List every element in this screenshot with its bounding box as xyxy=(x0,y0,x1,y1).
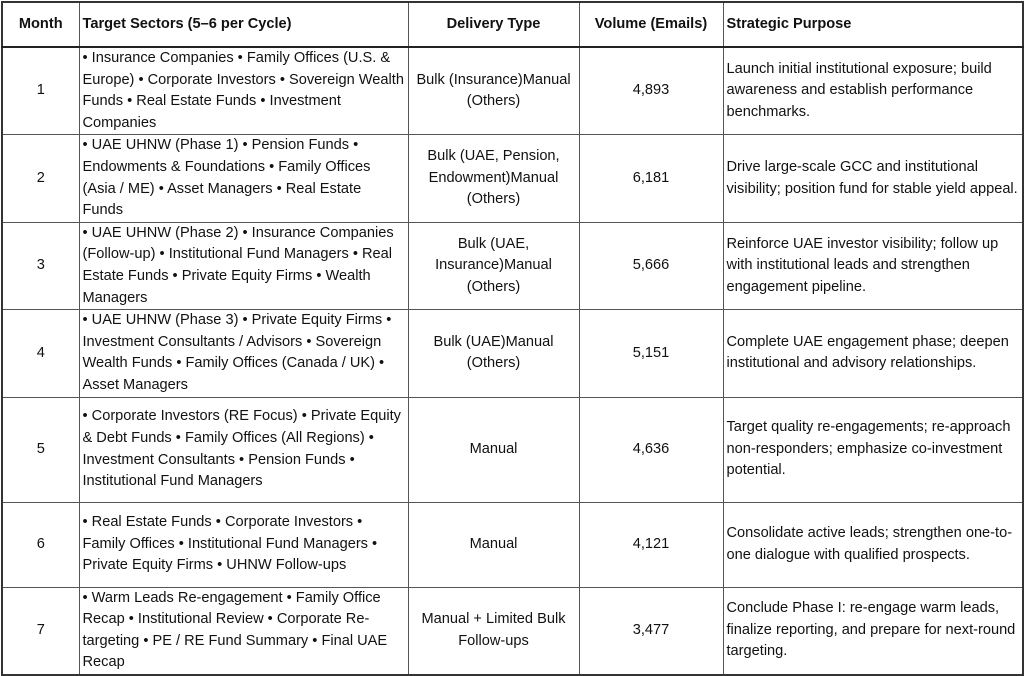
cell-delivery-type: Bulk (UAE, Pension, Endowment)Manual (Others) xyxy=(408,135,579,222)
cell-strategic-purpose: Target quality re-engagements; re-approach non-responders; emphasize co-investment potential. xyxy=(723,397,1023,502)
table-row xyxy=(2,135,1023,222)
header-row xyxy=(2,2,1023,47)
cell-volume: 4,636 xyxy=(579,397,723,502)
cell-delivery-type: Bulk (UAE, Insurance)Manual (Others) xyxy=(408,222,579,309)
cell-month: 6 xyxy=(2,502,79,587)
table-row xyxy=(2,47,1023,135)
cell-month: 7 xyxy=(2,587,79,675)
cell-target-sectors: • Real Estate Funds • Corporate Investors • Family Offices • Institutional Fund Managers • Private Equity Firms • UHNW Follow-ups xyxy=(79,502,408,587)
cell-strategic-purpose: Launch initial institutional exposure; build awareness and establish performance benchmarks. xyxy=(723,47,1023,135)
cell-volume: 4,893 xyxy=(579,47,723,135)
cell-month: 4 xyxy=(2,310,79,397)
header-strategic-purpose: Strategic Purpose xyxy=(723,2,1023,47)
cell-target-sectors: • Warm Leads Re-engagement • Family Office Recap • Institutional Review • Corporate Re-targeting • PE / RE Fund Summary • Final UAE Recap xyxy=(79,587,408,675)
cell-month: 2 xyxy=(2,135,79,222)
header-delivery-type: Delivery Type xyxy=(408,2,579,47)
cell-strategic-purpose: Reinforce UAE investor visibility; follow up with institutional leads and strengthen engagement pipeline. xyxy=(723,222,1023,309)
header-target-sectors: Target Sectors (5–6 per Cycle) xyxy=(79,2,408,47)
table-body xyxy=(2,47,1023,675)
table-row xyxy=(2,310,1023,397)
table-row xyxy=(2,222,1023,309)
table-row xyxy=(2,587,1023,675)
cell-target-sectors: • UAE UHNW (Phase 1) • Pension Funds • Endowments & Foundations • Family Offices (Asia / ME) • Asset Managers • Real Estate Funds xyxy=(79,135,408,222)
outreach-plan-table xyxy=(1,1,1024,676)
cell-delivery-type: Bulk (UAE)Manual (Others) xyxy=(408,310,579,397)
cell-volume: 4,121 xyxy=(579,502,723,587)
cell-target-sectors: • Insurance Companies • Family Offices (U.S. & Europe) • Corporate Investors • Sovereign Wealth Funds • Real Estate Funds • Investment Companies xyxy=(79,47,408,135)
cell-strategic-purpose: Conclude Phase I: re-engage warm leads, finalize reporting, and prepare for next-round targeting. xyxy=(723,587,1023,675)
cell-delivery-type: Manual + Limited Bulk Follow-ups xyxy=(408,587,579,675)
cell-month: 1 xyxy=(2,47,79,135)
cell-volume: 5,666 xyxy=(579,222,723,309)
cell-volume: 3,477 xyxy=(579,587,723,675)
cell-target-sectors: • Corporate Investors (RE Focus) • Private Equity & Debt Funds • Family Offices (All Regions) • Investment Consultants • Pension Funds • Institutional Fund Managers xyxy=(79,397,408,502)
cell-target-sectors: • UAE UHNW (Phase 3) • Private Equity Firms • Investment Consultants / Advisors • Sovereign Wealth Funds • Family Offices (Canada / UK) • Asset Managers xyxy=(79,310,408,397)
table-row xyxy=(2,502,1023,587)
cell-volume: 6,181 xyxy=(579,135,723,222)
table-row xyxy=(2,397,1023,502)
cell-delivery-type: Manual xyxy=(408,502,579,587)
cell-strategic-purpose: Complete UAE engagement phase; deepen institutional and advisory relationships. xyxy=(723,310,1023,397)
table-header xyxy=(2,2,1023,47)
cell-strategic-purpose: Consolidate active leads; strengthen one-to-one dialogue with qualified prospects. xyxy=(723,502,1023,587)
header-volume: Volume (Emails) xyxy=(579,2,723,47)
cell-month: 3 xyxy=(2,222,79,309)
header-month: Month xyxy=(2,2,79,47)
cell-target-sectors: • UAE UHNW (Phase 2) • Insurance Companies (Follow-up) • Institutional Fund Managers • Real Estate Funds • Private Equity Firms • Wealth Managers xyxy=(79,222,408,309)
cell-volume: 5,151 xyxy=(579,310,723,397)
cell-delivery-type: Bulk (Insurance)Manual (Others) xyxy=(408,47,579,135)
cell-month: 5 xyxy=(2,397,79,502)
cell-strategic-purpose: Drive large-scale GCC and institutional visibility; position fund for stable yield appeal. xyxy=(723,135,1023,222)
cell-delivery-type: Manual xyxy=(408,397,579,502)
